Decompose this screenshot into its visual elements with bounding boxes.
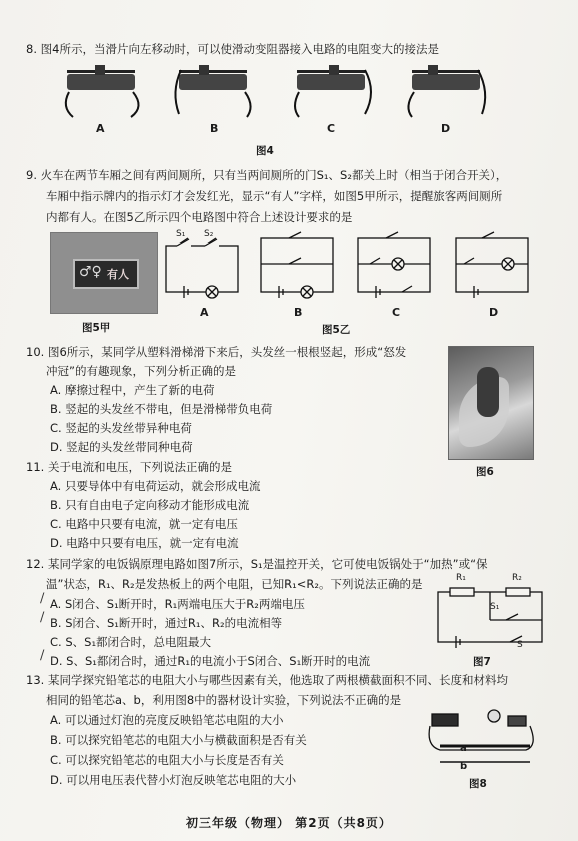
q12-r1-label: R₁	[456, 573, 466, 583]
q13-option-d: D. 可以用电压表代替小灯泡反映笔芯电阻的大小	[50, 773, 297, 787]
q9-label-a: A	[200, 306, 209, 319]
q11-option-d: D. 电路中只要有电压，就一定有电流	[50, 536, 239, 550]
q12-option-a: A. S闭合、S₁断开时，R₁两端电压大于R₂两端电压	[50, 597, 305, 611]
q9-a-s2: S₂	[204, 229, 214, 239]
q9-figure5a-caption: 图5甲	[82, 322, 111, 334]
q13-line1: 13. 某同学探究铅笔芯的电阻大小与哪些因素有关，他选取了两根横截面积不同、长度和材料均	[26, 673, 508, 687]
q10-figure-caption: 图6	[476, 466, 494, 478]
q12-s1-label: S₁	[490, 602, 500, 612]
q12-line2: 温”状态，R₁、R₂是发热板上的两个电阻，已知R₁<R₂。下列说法正确的是	[46, 577, 423, 591]
q9-line1: 9. 火车在两节车厢之间有两间厕所，只有当两间厕所的门S₁、S₂都关上时（相当于闭合开关），	[26, 168, 508, 182]
slide-photo	[448, 346, 534, 460]
q11-option-a: A. 只要导体中有电荷运动，就会形成电流	[50, 479, 261, 493]
q13-line2: 相同的铅笔芯a、b，利用图8中的器材设计实验，下列说法不正确的是	[46, 693, 402, 707]
q13-option-b: B. 可以探究铅笔芯的电阻大小与横截面积是否有关	[50, 733, 307, 747]
circuit-d	[456, 232, 528, 298]
pen-mark-d: /	[40, 648, 45, 663]
person-icon: ♂♀	[79, 264, 102, 280]
q13-figure-caption: 图8	[469, 778, 487, 790]
q10-option-a: A. 摩擦过程中，产生了新的电荷	[50, 383, 215, 397]
toilet-sign-photo	[50, 232, 158, 314]
q10-option-c: C. 竖起的头发丝带异种电荷	[50, 421, 192, 435]
q8-label-a: A	[96, 122, 105, 135]
q13-option-a: A. 可以通过灯泡的亮度反映铅笔芯电阻的大小	[50, 713, 284, 727]
q9-label-d: D	[489, 306, 499, 319]
q13-apparatus-figure	[426, 708, 540, 772]
circuit-a	[166, 238, 238, 298]
q12-circuit-diagram	[436, 586, 548, 650]
q9-line3: 内都有人。在图5乙所示四个电路图中符合上述设计要求的是	[46, 210, 353, 224]
circuit-c	[358, 232, 430, 298]
q13-lead-a: a	[460, 743, 467, 754]
q12-s-label: S	[517, 640, 523, 650]
q12-figure-caption: 图7	[473, 656, 491, 668]
q12-option-d: D. S、S₁都闭合时，通过R₁的电流小于S闭合、S₁断开时的电流	[50, 654, 371, 668]
rheostat-d	[408, 65, 485, 117]
q11-option-b: B. 只有自由电子定向移动才能形成电流	[50, 498, 250, 512]
page-footer: 初三年级（物理） 第2页（共8页）	[186, 816, 392, 830]
q9-figure5b-caption: 图5乙	[322, 324, 351, 336]
q11-stem: 11. 关于电流和电压，下列说法正确的是	[26, 460, 232, 474]
q12-option-c: C. S、S₁都闭合时，总电阻最大	[50, 635, 212, 649]
q10-option-b: B. 竖起的头发丝不带电，但是滑梯带负电荷	[50, 402, 273, 416]
q9-a-s1: S₁	[176, 229, 186, 239]
q10-line1: 10. 图6所示，某同学从塑料滑梯滑下来后，头发丝一根根竖起，形成“怒发	[26, 345, 407, 359]
q8-stem: 8. 图4所示，当滑片向左移动时，可以使滑动变阻器接入电路的电阻变大的接法是	[26, 42, 439, 56]
rheostat-a	[66, 65, 139, 117]
q12-option-b: B. S闭合、S₁断开时，通过R₁、R₂的电流相等	[50, 616, 283, 630]
q11-option-c: C. 电路中只要有电流，就一定有电压	[50, 517, 238, 531]
pen-mark-a: /	[40, 591, 45, 606]
q13-lead-b: b	[460, 761, 468, 772]
q12-line1: 12. 某同学家的电饭锅原理电路如图7所示，S₁是温控开关，它可使电饭锅处于“加热”或“保	[26, 557, 488, 571]
q10-option-d: D. 竖起的头发丝带同种电荷	[50, 440, 193, 454]
q8-rheostat-figures	[55, 62, 475, 122]
sign-text: 有人	[107, 268, 129, 281]
circuit-b	[261, 232, 333, 298]
q8-figure-caption: 图4	[256, 145, 274, 157]
q8-label-b: B	[210, 122, 219, 135]
q12-r2-label: R₂	[512, 573, 522, 583]
q9-label-c: C	[392, 306, 401, 319]
q9-circuit-diagrams	[166, 234, 536, 306]
q8-label-d: D	[441, 122, 451, 135]
pen-mark-b: /	[40, 610, 45, 625]
q9-line2: 车厢中指示牌内的指示灯才会发红光，显示“有人”字样，如图5甲所示，提醒旅客两间厕所	[46, 189, 503, 203]
q9-label-b: B	[294, 306, 303, 319]
rheostat-c	[295, 65, 371, 117]
q13-option-c: C. 可以探究铅笔芯的电阻大小与长度是否有关	[50, 753, 284, 767]
q10-line2: 冲冠”的有趣现象，下列分析正确的是	[46, 364, 236, 378]
q8-label-c: C	[327, 122, 336, 135]
rheostat-b	[175, 65, 250, 117]
